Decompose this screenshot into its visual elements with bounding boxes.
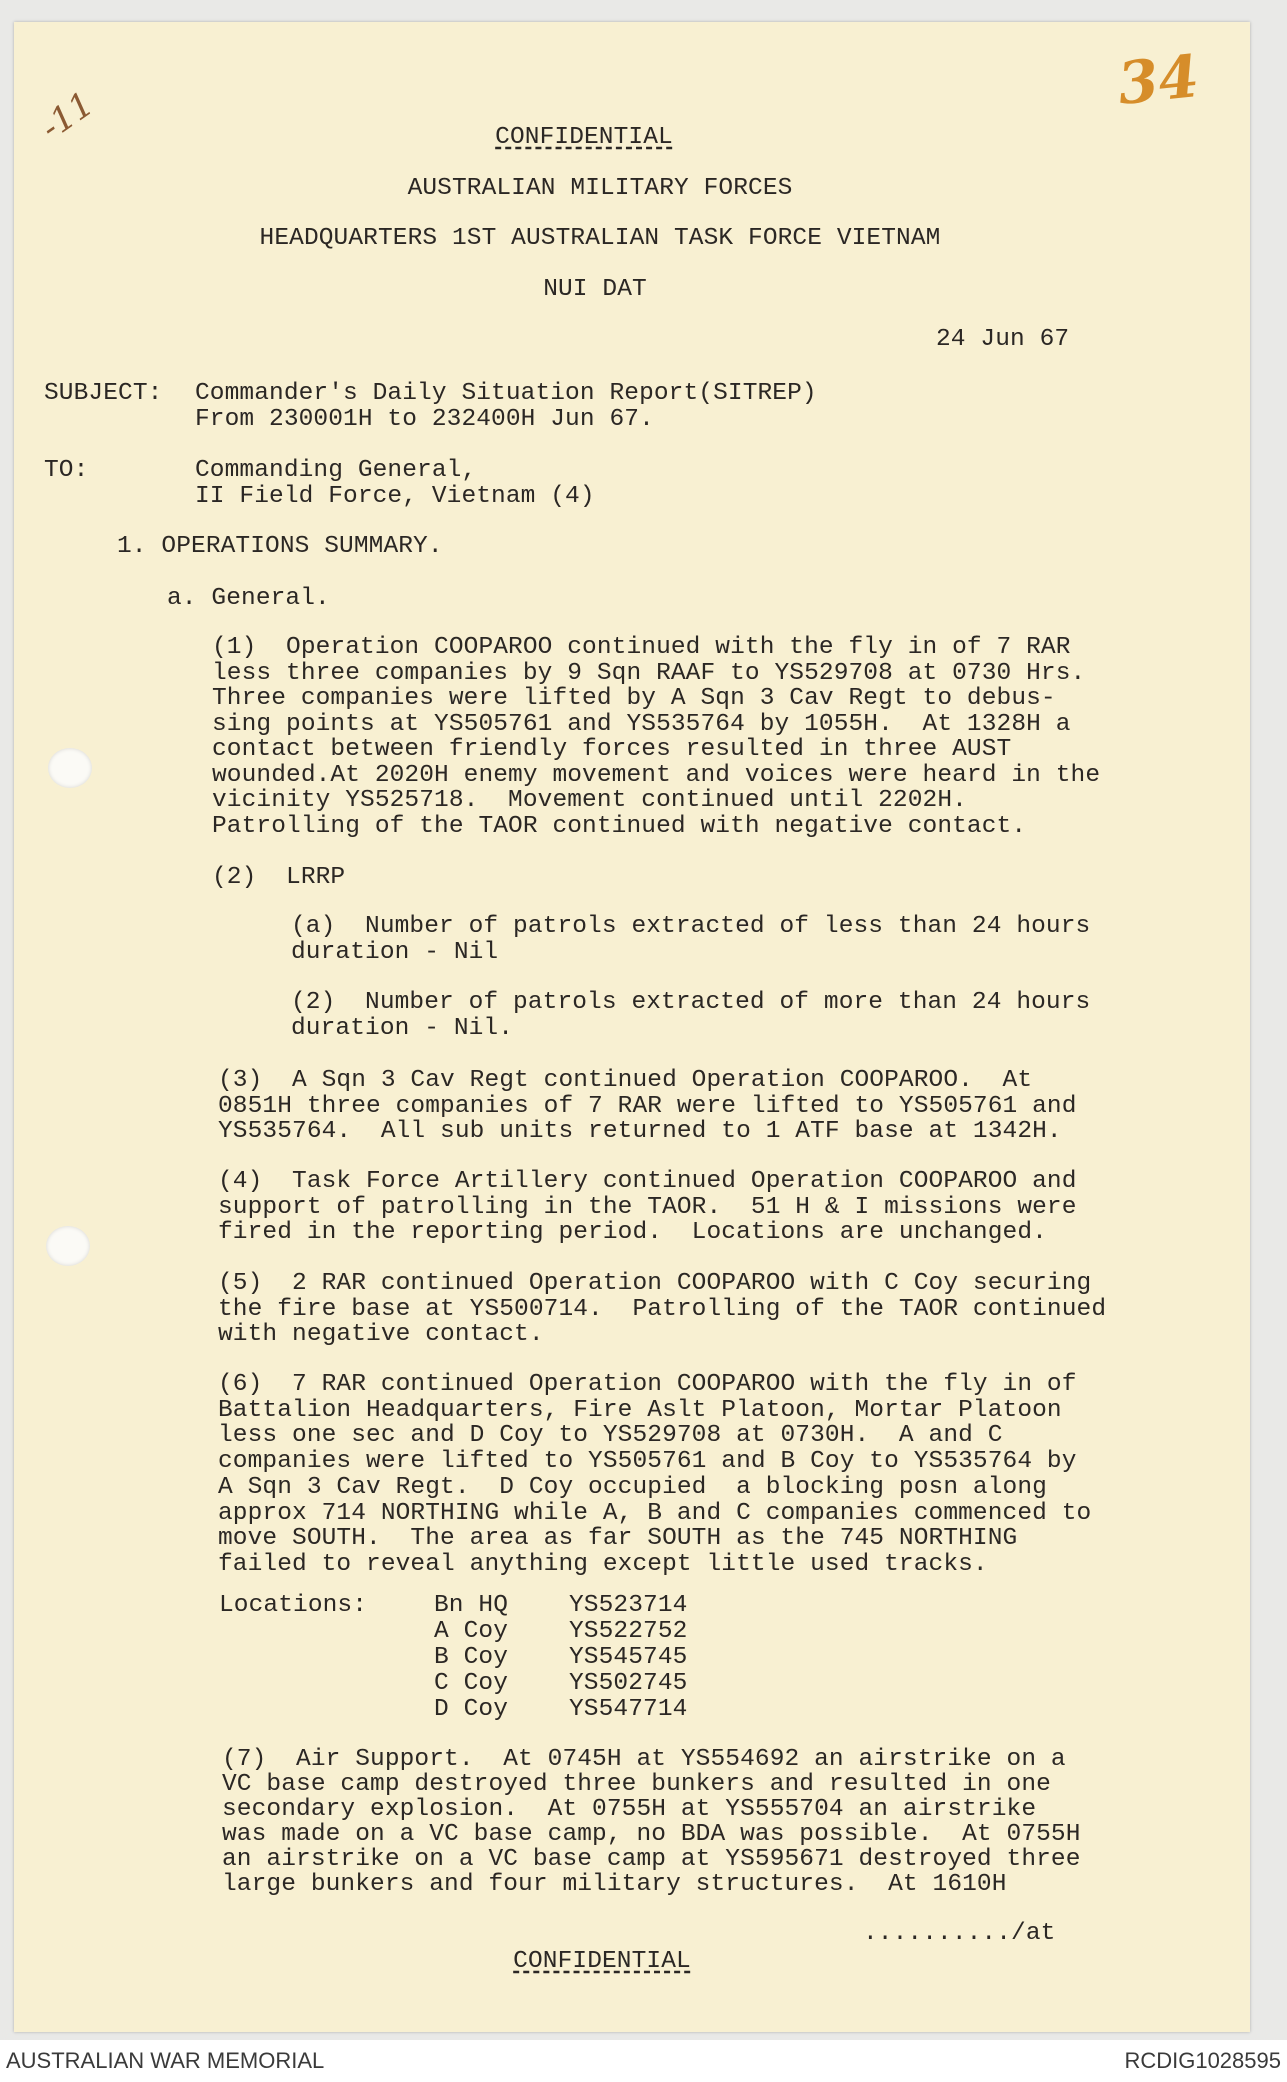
location-unit: B Coy — [434, 1644, 509, 1671]
pencil-mark: -11 — [33, 83, 102, 149]
paragraph-4: (4) Task Force Artillery continued Operation COOPAROO and support of patrolling in the TAOR. 51 H & I missions were fired in the reporting period. Locations are unchanged. — [218, 1168, 1077, 1246]
paragraph-6: (6) 7 RAR continued Operation COOPAROO with the fly in of Battalion Headquarters, Fire Aslt Platoon, Mortar Platoon less one sec and D Coy to YS529708 at 0730H. A and C companies were lifted to YS505761 and B Coy to YS535764 by A Sqn 3 Cav Regt. D Coy occupied a blocking posn along approx 714 NORTHING while A, B and C companies commenced to move SOUTH. The area as far SOUTH as the 745 NORTHING failed to reveal anything except little used tracks. — [218, 1371, 1092, 1578]
hq-title: HEADQUARTERS 1ST AUSTRALIAN TASK FORCE VIETNAM — [259, 225, 941, 252]
archive-name: AUSTRALIAN WAR MEMORIAL — [6, 2048, 325, 2073]
paragraph-5: (5) 2 RAR continued Operation COOPAROO with C Coy securing the fire base at YS500714. Patrolling of the TAOR continued with negative contact. — [218, 1270, 1107, 1348]
location-unit: A Coy — [434, 1618, 509, 1645]
paragraph-2b: (2) Number of patrols extracted of more than 24 hours duration - Nil. — [291, 989, 1091, 1042]
locations-label: Locations: — [219, 1592, 368, 1619]
subsection-heading: a. General. — [167, 585, 330, 612]
archive-footer — [0, 2040, 1287, 2082]
paragraph-2: (2) LRRP — [212, 864, 346, 891]
location-grid: YS547714 — [569, 1696, 688, 1723]
punch-hole — [46, 1226, 90, 1266]
location-unit: Bn HQ — [434, 1592, 509, 1619]
subject-label: SUBJECT: — [44, 380, 163, 407]
location-unit: D Coy — [434, 1696, 509, 1723]
paragraph-7: (7) Air Support. At 0745H at YS554692 an airstrike on a VC base camp destroyed three bunkers and resulted in one secondary explosion. At 0755H at YS555704 an airstrike was made on a VC base camp, no BDA was possible. At 0755H an airstrike on a VC base camp at YS595671 destroyed three large bunkers and four military structures. At 1610H — [222, 1746, 1081, 1898]
org-title: AUSTRALIAN MILITARY FORCES — [407, 175, 793, 202]
to-text: Commanding General, II Field Force, Vietnam (4) — [195, 457, 595, 510]
classification-bottom: CONFIDENTIAL — [513, 1948, 691, 1975]
location-unit: C Coy — [434, 1670, 509, 1697]
to-label: TO: — [44, 457, 89, 484]
continuation-marker: ........../at — [863, 1920, 1056, 1947]
punch-hole — [48, 748, 92, 788]
location-grid: YS545745 — [569, 1644, 688, 1671]
subject-text: Commander's Daily Situation Report(SITREP) From 230001H to 232400H Jun 67. — [195, 380, 817, 433]
paragraph-1: (1) Operation COOPAROO continued with the fly in of 7 RAR less three companies by 9 Sqn RAAF to YS529708 at 0730 Hrs. Three companies were lifted by A Sqn 3 Cav Regt to debus- sing points at YS505761 and YS535764 by 1055H. At 1328H a contact between friendly forces resulted in three AUST wounded.At 2020H enemy movement and voices were heard in the vicinity YS525718. Movement continued until 2202H. Patrolling of the TAOR continued with negative contact. — [212, 634, 1101, 840]
paragraph-3: (3) A Sqn 3 Cav Regt continued Operation COOPAROO. At 0851H three companies of 7 RAR were lifted to YS505761 and YS535764. All sub units returned to 1 ATF base at 1342H. — [218, 1067, 1077, 1145]
document-date: 24 Jun 67 — [936, 326, 1070, 353]
location-grid: YS523714 — [569, 1592, 688, 1619]
paragraph-2a: (a) Number of patrols extracted of less than 24 hours duration - Nil — [291, 913, 1091, 966]
folio-number: 34 — [1114, 41, 1203, 119]
classification-top: CONFIDENTIAL — [495, 124, 673, 151]
location-grid: YS522752 — [569, 1618, 688, 1645]
section-heading: 1. OPERATIONS SUMMARY. — [117, 533, 443, 560]
location-title: NUI DAT — [543, 276, 647, 303]
archive-reference: RCDIG1028595 — [1124, 2048, 1281, 2073]
location-grid: YS502745 — [569, 1670, 688, 1697]
